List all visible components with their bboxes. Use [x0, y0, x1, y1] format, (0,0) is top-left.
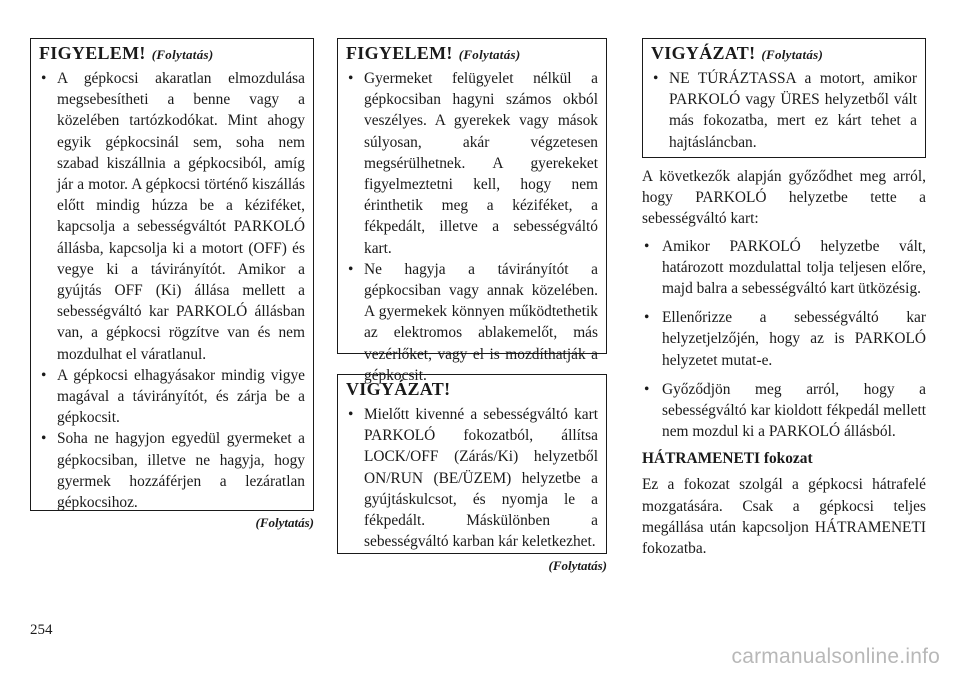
- warning-item: • A gépkocsi elhagyásakor mindig vigye magával a távirányítót, és zárja be a gépkocsit.: [39, 365, 305, 429]
- warning-item: • A gépkocsi akaratlan elmozdulása megsebesítheti a benne vagy a közelében tartózkodókat. Mint ahogy egyik gépkocsinál sem, soha nem szabad kiszállnia a gépkocsiból, amíg jár a motor. A gépkocsi történő kiszállás előtt mindig húzza be a kéziféket, kapcsolja a sebességváltót PARKOLÓ állásba, kapcsolja ki a motort (OFF) és vegye ki a távirányítót. Amikor a gyújtás OFF (Ki) állása mellett a sebességváltó kar PARKOLÓ állásban van, a gépkocsi rögzítve van és nem mozdulhat el váratlanul.: [39, 68, 305, 365]
- caution-item: • Mielőtt kivenné a sebességváltó kart PARKOLÓ fokozatból, állítsa LOCK/OFF (Zárás/Ki) helyzetből ON/RUN (BE/ÜZEM) helyzetbe a gyújtáskulcsot, és nyomja le a fékpedált. Máskülönben a sebességváltó karban kár keletkezhet.: [346, 404, 598, 552]
- warning-box: [30, 38, 314, 511]
- caution-box: [642, 38, 926, 158]
- check-item: • Győződjön meg arról, hogy a sebességváltó kar kioldott fékpedál mellett nem mozdul ki a PARKOLÓ állásból.: [642, 379, 926, 443]
- warning-item: • Soha ne hagyjon egyedül gyermeket a gépkocsiban, illetve ne hagyja, hogy gyermek hozzáférjen a lezáratlan gépkocsihoz.: [39, 428, 305, 513]
- warning-box: [337, 38, 607, 384]
- warning-item: • Ne hagyja a távirányítót a gépkocsiban vagy annak közelében. A gyermekek könnyen működtethetik az elektromos ablakemelőt, más vezérlőket, vagy el is mozdíthatják a gépkocsit.: [346, 259, 598, 386]
- column-2: [337, 38, 607, 574]
- caution-list: [346, 404, 598, 552]
- warning-title: FIGYELEM!: [39, 43, 146, 63]
- continued-note: (Folytatás): [255, 515, 314, 530]
- heading-continued: (Folytatás): [458, 47, 521, 62]
- column-1: [30, 38, 314, 531]
- warning-heading: [346, 43, 598, 64]
- caution-heading: [651, 43, 917, 64]
- warning-item: • Gyermeket felügyelet nélkül a gépkocsiban hagyni számos okból veszélyes. A gyerekek vagy mások súlyosan, akár végzetesen megsérülhetnek. A gyerekeket figyelmeztetni kell, hogy nem érinthetik meg a kéziféket, a fékpedált, illetve a sebességváltó kart.: [346, 68, 598, 259]
- caution-item: • NE TÚRÁZTASSA a motort, amikor PARKOLÓ vagy ÜRES helyzetből vált más fokozatba, mert ez kárt tehet a hajtásláncban.: [651, 68, 917, 153]
- continued-note: (Folytatás): [548, 558, 607, 573]
- body-text: [642, 166, 926, 559]
- warning-list: [39, 68, 305, 513]
- warning-heading: [39, 43, 305, 64]
- caution-box: [337, 374, 607, 554]
- check-item: • Amikor PARKOLÓ helyzetbe vált, határozott mozdulattal tolja teljesen előre, majd balra a sebességváltó kart ütközésig.: [642, 236, 926, 300]
- section-heading: HÁTRAMENETI fokozat: [642, 450, 813, 468]
- check-list: [642, 236, 926, 443]
- section-paragraph: Ez a fokozat szolgál a gépkocsi hátrafelé mozgatására. Csak a gépkocsi teljes megállása után kapcsoljon HÁTRAMENETI fokozatba.: [642, 476, 926, 558]
- caution-list: [651, 68, 917, 153]
- caution-title: VIGYÁZAT!: [651, 43, 756, 63]
- warning-list: [346, 68, 598, 386]
- heading-continued: (Folytatás): [761, 47, 824, 62]
- page-number: 254: [30, 622, 53, 638]
- check-item: • Ellenőrizze a sebességváltó kar helyzetjelzőjén, hogy az is PARKOLÓ helyzetet mutat-e.: [642, 307, 926, 371]
- caution-title: VIGYÁZAT!: [346, 379, 451, 399]
- warning-title: FIGYELEM!: [346, 43, 453, 63]
- column-3: [642, 38, 926, 559]
- watermark: carmanualsonline.info: [731, 645, 940, 668]
- intro-paragraph: A következők alapján győződhet meg arról, hogy PARKOLÓ helyzetbe tette a sebességváltó kart:: [642, 168, 926, 228]
- heading-continued: (Folytatás): [151, 47, 214, 62]
